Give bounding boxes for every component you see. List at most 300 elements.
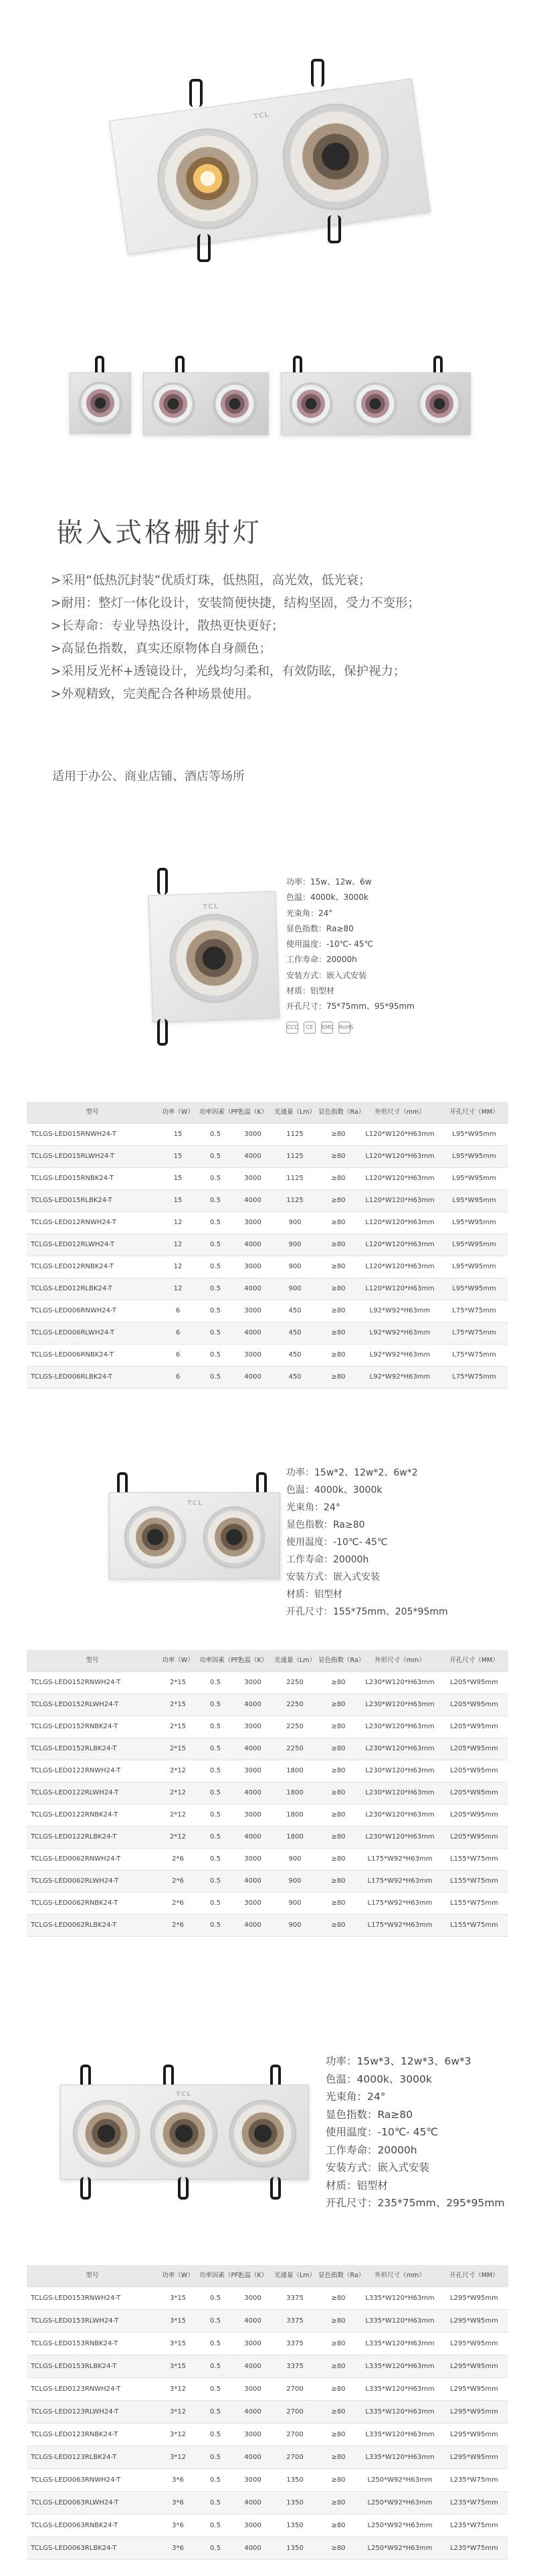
table-cell: TCLGS-LED0063RNWH24-T bbox=[27, 2468, 158, 2491]
table-cell: 3000 bbox=[233, 1300, 273, 1322]
table-cell: L230*W120*H63mm bbox=[360, 1693, 440, 1716]
table-cell: TCLGS-LED0122RNBK24-T bbox=[27, 1804, 158, 1826]
table-cell: 0.5 bbox=[198, 2400, 233, 2423]
spec-item: 工作寿命：20000h bbox=[286, 955, 357, 965]
table-header: 外形尺寸（mm） bbox=[360, 1102, 440, 1123]
table-cell: 4000 bbox=[233, 2309, 273, 2332]
table-cell: TCLGS-LED0122RLBK24-T bbox=[27, 1826, 158, 1848]
spring-clip bbox=[80, 2177, 91, 2200]
table-cell: 4000 bbox=[233, 1278, 273, 1300]
table-cell: 3*12 bbox=[158, 2446, 198, 2468]
table-cell: 15 bbox=[158, 1145, 198, 1167]
table-cell: ≥80 bbox=[317, 2423, 360, 2446]
table-cell: 0.5 bbox=[198, 1234, 233, 1256]
table-cell: L175*W92*H63mm bbox=[360, 1914, 440, 1936]
table-header: 型号 bbox=[27, 2265, 158, 2287]
table-cell: 1125 bbox=[273, 1145, 317, 1167]
table-cell: 6 bbox=[158, 1366, 198, 1388]
table-cell: ≥80 bbox=[317, 2514, 360, 2537]
table-cell: 3000 bbox=[233, 2514, 273, 2537]
table-cell: L75*W75mm bbox=[440, 1366, 508, 1388]
table-cell: TCLGS-LED0123RLBK24-T bbox=[27, 2446, 158, 2468]
table-cell: 0.5 bbox=[198, 1366, 233, 1388]
table-cell: ≥80 bbox=[317, 1738, 360, 1760]
table-row bbox=[27, 2332, 508, 2355]
table-row bbox=[27, 1738, 508, 1760]
table-cell: 0.5 bbox=[198, 1189, 233, 1211]
table-cell: L295*W95mm bbox=[440, 2287, 508, 2309]
table-cell: L120*W120*H63mm bbox=[360, 1278, 440, 1300]
table-cell: 4000 bbox=[233, 1366, 273, 1388]
table-cell: L235*W75mm bbox=[440, 2537, 508, 2559]
spec-item: 功率：15w*2、12w*2、6w*2 bbox=[286, 1468, 418, 1478]
product1-image bbox=[144, 868, 281, 1048]
table-cell: 1350 bbox=[273, 2514, 317, 2537]
table-cell: 4000 bbox=[233, 1738, 273, 1760]
table-cell: 900 bbox=[273, 1892, 317, 1914]
table-cell: TCLGS-LED012RLBK24-T bbox=[27, 1278, 158, 1300]
table-cell: L235*W75mm bbox=[440, 2514, 508, 2537]
table-cell: 0.5 bbox=[198, 1256, 233, 1278]
table-cell: 3*6 bbox=[158, 2491, 198, 2514]
table-cell: TCLGS-LED0152RNWH24-T bbox=[27, 1671, 158, 1693]
table-cell: 4000 bbox=[233, 1234, 273, 1256]
table-cell: L235*W75mm bbox=[440, 2491, 508, 2514]
suitable-places: 适用于办公、商业店铺、酒店等场所 bbox=[52, 770, 245, 784]
table-row bbox=[27, 1234, 508, 1256]
table-cell: 4000 bbox=[233, 1189, 273, 1211]
table-row bbox=[27, 2400, 508, 2423]
table-cell: ≥80 bbox=[317, 1344, 360, 1366]
table-row bbox=[27, 1189, 508, 1211]
table-cell: 3375 bbox=[273, 2309, 317, 2332]
table-cell: TCLGS-LED0063RLWH24-T bbox=[27, 2491, 158, 2514]
table-cell: 0.5 bbox=[198, 1278, 233, 1300]
table-cell: ≥80 bbox=[317, 2491, 360, 2514]
table-cell: 2*15 bbox=[158, 1738, 198, 1760]
table-cell: 0.5 bbox=[198, 2468, 233, 2491]
table-cell: 0.5 bbox=[198, 1716, 233, 1738]
page-title: 嵌入式格栅射灯 bbox=[56, 517, 262, 548]
product1-specs bbox=[286, 874, 415, 1015]
table-cell: ≥80 bbox=[317, 1804, 360, 1826]
table-row bbox=[27, 2309, 508, 2332]
table-cell: 12 bbox=[158, 1256, 198, 1278]
table-cell: L295*W95mm bbox=[440, 2446, 508, 2468]
table-row bbox=[27, 2423, 508, 2446]
table-cell: 15 bbox=[158, 1123, 198, 1145]
spotlight-lamp bbox=[418, 382, 461, 425]
spotlight-lamp bbox=[150, 2100, 217, 2167]
spring-clip bbox=[178, 2177, 189, 2200]
spec-item: 工作寿命：20000h bbox=[326, 2143, 417, 2156]
table-cell: 0.5 bbox=[198, 2332, 233, 2355]
table-cell: L205*W95mm bbox=[440, 1693, 508, 1716]
table-row bbox=[27, 1782, 508, 1804]
table-cell: ≥80 bbox=[317, 1256, 360, 1278]
emc-cert-icon: EMC bbox=[321, 1022, 333, 1034]
table-cell: 2*12 bbox=[158, 1826, 198, 1848]
spotlight-lamp bbox=[79, 382, 122, 425]
table-cell: 3000 bbox=[233, 2468, 273, 2491]
table-cell: TCLGS-LED0153RLWH24-T bbox=[27, 2309, 158, 2332]
spring-clip bbox=[270, 2065, 281, 2087]
spec-item: 开孔尺寸：155*75mm、205*95mm bbox=[286, 1607, 448, 1617]
table-header: 色温（K） bbox=[233, 1102, 273, 1123]
ce-cert-icon: CE bbox=[304, 1022, 316, 1034]
table-cell: 3*15 bbox=[158, 2355, 198, 2377]
table-cell: 2250 bbox=[273, 1693, 317, 1716]
table-cell: L335*W120*H63mm bbox=[360, 2446, 440, 2468]
table-cell: 450 bbox=[273, 1322, 317, 1344]
table-header: 功率因素（PF） bbox=[198, 2265, 233, 2287]
table-cell: L95*W95mm bbox=[440, 1278, 508, 1300]
table-cell: TCLGS-LED012RNWH24-T bbox=[27, 1211, 158, 1234]
spec-item: 使用温度：-10℃- 45℃ bbox=[286, 1537, 388, 1548]
table-cell: 0.5 bbox=[198, 2377, 233, 2400]
table-cell: TCLGS-LED0152RLWH24-T bbox=[27, 1693, 158, 1716]
feature-item: >长寿命：专业导热设计，散热更快更好； bbox=[51, 619, 284, 633]
table-cell: 3000 bbox=[233, 2423, 273, 2446]
table-cell: L230*W120*H63mm bbox=[360, 1826, 440, 1848]
table-header: 色温（K） bbox=[233, 2265, 273, 2287]
table-cell: 0.5 bbox=[198, 1145, 233, 1167]
spring-clip bbox=[189, 79, 203, 107]
table-cell: 0.5 bbox=[198, 1167, 233, 1189]
product3-table bbox=[27, 2265, 508, 2560]
table-cell: 3000 bbox=[233, 1716, 273, 1738]
table-cell: 0.5 bbox=[198, 1344, 233, 1366]
table-cell: 4000 bbox=[233, 1693, 273, 1716]
table-cell: 2*12 bbox=[158, 1804, 198, 1826]
table-cell: TCLGS-LED0153RNWH24-T bbox=[27, 2287, 158, 2309]
spec-item: 材质：铝型材 bbox=[326, 2179, 389, 2192]
table-cell: 900 bbox=[273, 1848, 317, 1870]
table-cell: 0.5 bbox=[198, 2446, 233, 2468]
table-cell: 0.5 bbox=[198, 1914, 233, 1936]
table-cell: 3000 bbox=[233, 1760, 273, 1782]
table-cell: TCLGS-LED0152RNBK24-T bbox=[27, 1716, 158, 1738]
table-cell: 0.5 bbox=[198, 1892, 233, 1914]
rohs-cert-icon: RoHS bbox=[338, 1022, 350, 1034]
single-grille-frame bbox=[148, 891, 280, 1023]
table-cell: 900 bbox=[273, 1256, 317, 1278]
table-cell: 2*15 bbox=[158, 1693, 198, 1716]
table-cell: 3000 bbox=[233, 1123, 273, 1145]
table-cell: 900 bbox=[273, 1211, 317, 1234]
product3-image bbox=[54, 2046, 314, 2220]
table-cell: L92*W92*H63mm bbox=[360, 1344, 440, 1366]
spec-item: 开孔尺寸：75*75mm、95*95mm bbox=[286, 1002, 415, 1012]
table-cell: L295*W95mm bbox=[440, 2377, 508, 2400]
table-cell: L95*W95mm bbox=[440, 1234, 508, 1256]
table-header: 色温（K） bbox=[233, 1650, 273, 1671]
table-cell: L295*W95mm bbox=[440, 2309, 508, 2332]
spec-item: 色温：4000k、3000k bbox=[286, 893, 368, 903]
table-cell: ≥80 bbox=[317, 2332, 360, 2355]
table-cell: ≥80 bbox=[317, 2468, 360, 2491]
spec-item: 功率：15w*3、12w*3、6w*3 bbox=[326, 2055, 471, 2067]
product2-table bbox=[27, 1650, 508, 1937]
table-row bbox=[27, 2491, 508, 2514]
table-cell: TCLGS-LED0123RNBK24-T bbox=[27, 2423, 158, 2446]
table-cell: L205*W95mm bbox=[440, 1782, 508, 1804]
table-cell: ≥80 bbox=[317, 2446, 360, 2468]
table-cell: ≥80 bbox=[317, 1760, 360, 1782]
table-cell: 3*12 bbox=[158, 2377, 198, 2400]
table-cell: 2*15 bbox=[158, 1716, 198, 1738]
brand-logo: TCL bbox=[203, 903, 219, 911]
table-header: 功率因素（PF） bbox=[198, 1650, 233, 1671]
table-row bbox=[27, 1760, 508, 1782]
table-cell: L92*W92*H63mm bbox=[360, 1366, 440, 1388]
table-cell: 1350 bbox=[273, 2468, 317, 2491]
feature-item: >采用“低热沉封装”优质灯珠，低热阻，高光效，低光衰； bbox=[51, 574, 371, 588]
feature-item: >耐用：整灯一体化设计，安装简便快捷，结构坚固，受力不变形； bbox=[51, 596, 421, 610]
spring-clip bbox=[270, 2177, 281, 2200]
table-cell: 3000 bbox=[233, 1256, 273, 1278]
table-cell: 4000 bbox=[233, 2400, 273, 2423]
table-cell: 0.5 bbox=[198, 1693, 233, 1716]
table-cell: L155*W75mm bbox=[440, 1870, 508, 1892]
table-cell: 3000 bbox=[233, 1211, 273, 1234]
table-cell: L75*W75mm bbox=[440, 1300, 508, 1322]
spotlight-lamp bbox=[151, 122, 264, 235]
table-cell: 1350 bbox=[273, 2491, 317, 2514]
table-cell: 3*12 bbox=[158, 2400, 198, 2423]
table-cell: 3000 bbox=[233, 1848, 273, 1870]
table-cell: 0.5 bbox=[198, 2514, 233, 2537]
table-header: 开孔尺寸（MM） bbox=[440, 2265, 508, 2287]
table-header: 显色指数（Ra） bbox=[317, 2265, 360, 2287]
table-cell: L250*W92*H63mm bbox=[360, 2468, 440, 2491]
table-cell: L155*W75mm bbox=[440, 1848, 508, 1870]
table-row bbox=[27, 1671, 508, 1693]
table-cell: L175*W92*H63mm bbox=[360, 1870, 440, 1892]
table-cell: TCLGS-LED0122RNWH24-T bbox=[27, 1760, 158, 1782]
table-cell: 2*6 bbox=[158, 1914, 198, 1936]
single-grille-frame bbox=[70, 372, 131, 434]
table-cell: TCLGS-LED015RNWH24-T bbox=[27, 1123, 158, 1145]
table-cell: TCLGS-LED006RNWH24-T bbox=[27, 1300, 158, 1322]
ccc-cert-icon: CCC bbox=[286, 1022, 298, 1034]
table-cell: L95*W95mm bbox=[440, 1145, 508, 1167]
table-row bbox=[27, 1693, 508, 1716]
table-row bbox=[27, 1300, 508, 1322]
table-cell: ≥80 bbox=[317, 1366, 360, 1388]
spring-clip bbox=[197, 234, 211, 262]
table-cell: L230*W120*H63mm bbox=[360, 1804, 440, 1826]
table-cell: L230*W120*H63mm bbox=[360, 1782, 440, 1804]
table-cell: 900 bbox=[273, 1870, 317, 1892]
table-cell: 1125 bbox=[273, 1123, 317, 1145]
table-row bbox=[27, 2355, 508, 2377]
table-cell: L205*W95mm bbox=[440, 1716, 508, 1738]
table-cell: L95*W95mm bbox=[440, 1189, 508, 1211]
table-cell: 3*15 bbox=[158, 2332, 198, 2355]
table-cell: ≥80 bbox=[317, 1914, 360, 1936]
spotlight-lamp bbox=[124, 1506, 186, 1568]
table-cell: TCLGS-LED0123RNWH24-T bbox=[27, 2377, 158, 2400]
table-cell: ≥80 bbox=[317, 2377, 360, 2400]
table-cell: 2*12 bbox=[158, 1782, 198, 1804]
spec-item: 光束角：24° bbox=[286, 908, 333, 918]
table-cell: 1800 bbox=[273, 1760, 317, 1782]
spring-clip bbox=[80, 2065, 91, 2087]
table-cell: 3000 bbox=[233, 2287, 273, 2309]
brand-logo: TCL bbox=[176, 2091, 192, 2098]
table-cell: 0.5 bbox=[198, 1123, 233, 1145]
spec-item: 使用温度：-10℃- 45℃ bbox=[326, 2126, 438, 2138]
table-cell: 4000 bbox=[233, 1145, 273, 1167]
table-cell: TCLGS-LED006RLWH24-T bbox=[27, 1322, 158, 1344]
double-grille-frame bbox=[109, 1492, 280, 1579]
table-cell: TCLGS-LED0063RLBK24-T bbox=[27, 2537, 158, 2559]
feature-item: >外观精致，完美配合各种场景使用。 bbox=[51, 687, 259, 701]
spotlight-lamp bbox=[213, 382, 256, 425]
table-cell: 2250 bbox=[273, 1738, 317, 1760]
table-cell: 0.5 bbox=[198, 1804, 233, 1826]
table-cell: 12 bbox=[158, 1211, 198, 1234]
table-cell: L120*W120*H63mm bbox=[360, 1234, 440, 1256]
table-cell: 12 bbox=[158, 1234, 198, 1256]
table-cell: L75*W75mm bbox=[440, 1344, 508, 1366]
table-cell: ≥80 bbox=[317, 1322, 360, 1344]
spec-item: 显色指数：Ra≥80 bbox=[286, 923, 354, 933]
table-cell: L205*W95mm bbox=[440, 1671, 508, 1693]
spotlight-lamp bbox=[169, 913, 260, 1004]
table-cell: L335*W120*H63mm bbox=[360, 2400, 440, 2423]
spring-clip bbox=[157, 868, 168, 895]
table-cell: 3000 bbox=[233, 1804, 273, 1826]
spring-clip bbox=[311, 59, 324, 87]
table-cell: TCLGS-LED0123RLWH24-T bbox=[27, 2400, 158, 2423]
spec-item: 色温：4000k、3000k bbox=[326, 2073, 432, 2085]
table-cell: TCLGS-LED012RLWH24-T bbox=[27, 1234, 158, 1256]
table-cell: ≥80 bbox=[317, 1123, 360, 1145]
spec-item: 光束角：24° bbox=[286, 1502, 340, 1513]
table-cell: L120*W120*H63mm bbox=[360, 1145, 440, 1167]
table-cell: 4000 bbox=[233, 2446, 273, 2468]
table-cell: L92*W92*H63mm bbox=[360, 1322, 440, 1344]
table-row bbox=[27, 1256, 508, 1278]
spotlight-lamp bbox=[152, 382, 195, 425]
table-cell: 3*6 bbox=[158, 2537, 198, 2559]
table-cell: 4000 bbox=[233, 2491, 273, 2514]
certification-marks bbox=[286, 1022, 354, 1034]
table-cell: 0.5 bbox=[198, 1760, 233, 1782]
product1-table bbox=[27, 1102, 508, 1389]
spec-item: 功率：15w、12w、6w bbox=[286, 877, 372, 887]
table-cell: 0.5 bbox=[198, 2287, 233, 2309]
table-cell: 4000 bbox=[233, 1322, 273, 1344]
table-cell: L155*W75mm bbox=[440, 1914, 508, 1936]
spec-item: 使用温度：-10℃- 45℃ bbox=[286, 939, 373, 949]
table-cell: L95*W95mm bbox=[440, 1256, 508, 1278]
table-cell: TCLGS-LED015RLWH24-T bbox=[27, 1145, 158, 1167]
spotlight-lamp bbox=[73, 2100, 140, 2167]
spring-clip bbox=[256, 1472, 267, 1495]
table-cell: 6 bbox=[158, 1300, 198, 1322]
table-row bbox=[27, 2287, 508, 2309]
table-cell: 900 bbox=[273, 1914, 317, 1936]
table-row bbox=[27, 1211, 508, 1234]
table-cell: L92*W92*H63mm bbox=[360, 1300, 440, 1322]
table-cell: L120*W120*H63mm bbox=[360, 1256, 440, 1278]
table-row bbox=[27, 1848, 508, 1870]
table-cell: 6 bbox=[158, 1322, 198, 1344]
table-cell: 0.5 bbox=[198, 1322, 233, 1344]
table-row bbox=[27, 1870, 508, 1892]
feature-item: >高显色指数，真实还原物体自身颜色； bbox=[51, 642, 272, 656]
spec-item: 材质：铝型材 bbox=[286, 986, 335, 996]
table-cell: 6 bbox=[158, 1344, 198, 1366]
table-cell: ≥80 bbox=[317, 2537, 360, 2559]
table-row bbox=[27, 1914, 508, 1936]
table-header: 功率（W） bbox=[158, 1650, 198, 1671]
table-cell: ≥80 bbox=[317, 1145, 360, 1167]
table-cell: 2700 bbox=[273, 2377, 317, 2400]
table-cell: 3*15 bbox=[158, 2287, 198, 2309]
table-cell: L175*W92*H63mm bbox=[360, 1892, 440, 1914]
table-cell: 3375 bbox=[273, 2287, 317, 2309]
table-cell: 2*6 bbox=[158, 1870, 198, 1892]
table-row bbox=[27, 1123, 508, 1145]
spotlight-lamp bbox=[276, 97, 395, 216]
table-cell: L75*W75mm bbox=[440, 1322, 508, 1344]
table-header: 功率（W） bbox=[158, 2265, 198, 2287]
table-row bbox=[27, 1322, 508, 1344]
table-cell: L295*W95mm bbox=[440, 2400, 508, 2423]
table-cell: L205*W95mm bbox=[440, 1760, 508, 1782]
table-cell: 450 bbox=[273, 1344, 317, 1366]
table-cell: 0.5 bbox=[198, 1738, 233, 1760]
table-cell: ≥80 bbox=[317, 1234, 360, 1256]
brand-logo: TCL bbox=[253, 111, 270, 121]
table-cell: L295*W95mm bbox=[440, 2332, 508, 2355]
table-cell: L235*W75mm bbox=[440, 2468, 508, 2491]
table-cell: L205*W95mm bbox=[440, 1826, 508, 1848]
product2-specs bbox=[286, 1464, 448, 1621]
table-row bbox=[27, 2468, 508, 2491]
table-header: 光通量（Lm） bbox=[273, 2265, 317, 2287]
table-cell: L205*W95mm bbox=[440, 1738, 508, 1760]
table-cell: 0.5 bbox=[198, 1848, 233, 1870]
brand-logo: TCL bbox=[187, 1500, 203, 1507]
table-row bbox=[27, 2514, 508, 2537]
table-cell: ≥80 bbox=[317, 1189, 360, 1211]
feature-list bbox=[51, 570, 420, 706]
table-cell: L95*W95mm bbox=[440, 1167, 508, 1189]
table-cell: 3000 bbox=[233, 2377, 273, 2400]
table-cell: 2700 bbox=[273, 2400, 317, 2423]
table-cell: 1800 bbox=[273, 1782, 317, 1804]
table-cell: 1800 bbox=[273, 1804, 317, 1826]
table-cell: 0.5 bbox=[198, 1211, 233, 1234]
table-cell: 2700 bbox=[273, 2446, 317, 2468]
table-cell: 3*6 bbox=[158, 2514, 198, 2537]
table-cell: L250*W92*H63mm bbox=[360, 2514, 440, 2537]
table-cell: TCLGS-LED0153RNBK24-T bbox=[27, 2332, 158, 2355]
table-cell: L230*W120*H63mm bbox=[360, 1738, 440, 1760]
table-cell: TCLGS-LED015RNBK24-T bbox=[27, 1167, 158, 1189]
product3-specs bbox=[326, 2053, 505, 2212]
table-cell: 4000 bbox=[233, 2537, 273, 2559]
table-cell: L175*W92*H63mm bbox=[360, 1848, 440, 1870]
table-cell: L335*W120*H63mm bbox=[360, 2377, 440, 2400]
table-cell: L295*W95mm bbox=[440, 2423, 508, 2446]
table-cell: 0.5 bbox=[198, 1826, 233, 1848]
